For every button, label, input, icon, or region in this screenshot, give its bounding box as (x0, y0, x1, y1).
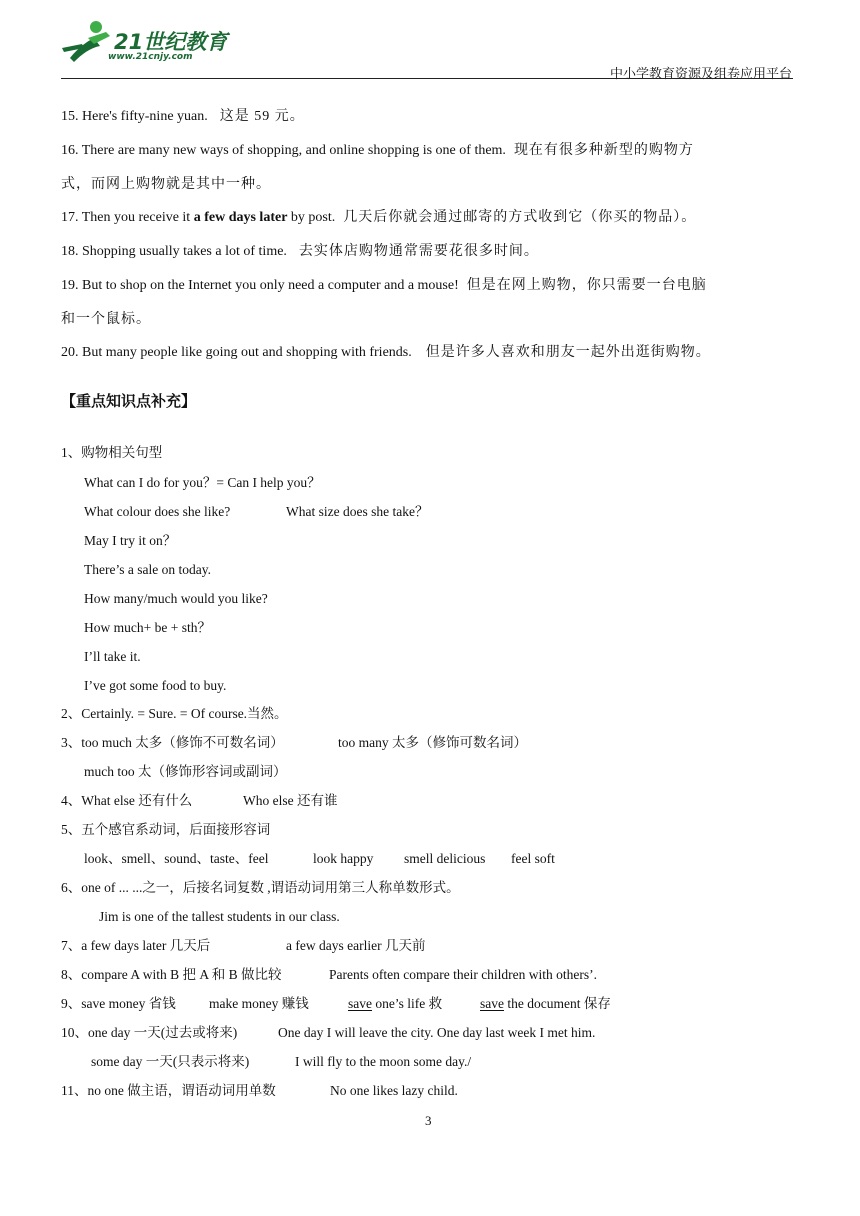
sentence-15: 15. Here's fifty-nine yuan. 这是 59 元。 (61, 109, 305, 124)
point-11-line: No one likes lazy child. (330, 1083, 458, 1098)
point-1-line: What can I do for you？= Can I help you？ (84, 475, 321, 490)
point-1-line: There’s a sale on today. (84, 562, 211, 577)
header-divider (61, 78, 793, 79)
sentence-18: 18. Shopping usually takes a lot of time. 去实体店购物通常需要花很多时间。 (61, 244, 539, 259)
point-5-line: look happy (313, 851, 374, 866)
point-10: 10、one day 一天(过去或将来) (61, 1025, 238, 1040)
section-title: 【重点知识点补充】 (61, 392, 197, 410)
sentence-19: 19. But to shop on the Internet you only need a computer and a mouse! 但是在网上购物，你只需要一台电脑 (61, 278, 707, 293)
point-1-line: What size does she take？ (286, 504, 429, 519)
point-2: 2、Certainly. = Sure. = Of course.当然。 (61, 706, 288, 721)
point-9-line: save the document 保存 (480, 996, 611, 1011)
point-7: 7、a few days later 几天后 (61, 938, 211, 953)
point-9: 9、save money 省钱 (61, 996, 176, 1011)
point-1-line: How much+ be + sth？ (84, 620, 211, 635)
point-1-line: I’ll take it. (84, 649, 141, 664)
point-9-line: make money 赚钱 (209, 996, 309, 1011)
sentence-17: 17. Then you receive it a few days later by post. 几天后你就会通过邮寄的方式收到它（你买的物品）。 (61, 210, 697, 225)
point-5-line: feel soft (511, 851, 555, 866)
point-5-line: smell delicious (404, 851, 486, 866)
point-6-line: Jim is one of the tallest students in our class. (99, 909, 340, 924)
point-5: 5、五个感官系动词，后面接形容词 (61, 822, 271, 837)
point-1-line: How many/much would you like? (84, 591, 268, 606)
sentence-20: 20. But many people like going out and shopping with friends. 但是许多人喜欢和朋友一起外出逛街购物。 (61, 345, 711, 360)
point-3-line: too many 太多（修饰可数名词） (338, 735, 527, 750)
point-8-line: Parents often compare their children with others’. (329, 967, 598, 982)
point-1-line: May I try it on？ (84, 533, 177, 548)
point-3-line: much too 太（修饰形容词或副词） (84, 764, 287, 779)
point-5-line: look、smell、sound、taste、feel (84, 851, 269, 866)
point-6: 6、one of ... ...之一，后接名词复数 ,谓语动词用第三人称单数形式。 (61, 880, 460, 895)
logo-text: 21世纪教育 (114, 30, 228, 54)
point-3: 3、too much 太多（修饰不可数名词） (61, 735, 284, 750)
point-11: 11、no one 做主语，谓语动词用单数 (61, 1083, 276, 1098)
point-9-line: save one’s life 救 (348, 996, 443, 1011)
sentence-19-cont: 和一个鼠标。 (61, 312, 151, 327)
point-1: 1、购物相关句型 (61, 445, 163, 460)
logo (60, 18, 230, 66)
sentence-16-cont: 式，而网上购物就是其中一种。 (61, 177, 271, 192)
point-4-line: Who else 还有谁 (243, 793, 338, 808)
point-10-line: One day I will leave the city. One day last week I met him. (278, 1025, 596, 1040)
point-10-line: some day 一天(只表示将来) (91, 1054, 250, 1069)
logo-url: www.21cnjy.com (108, 52, 193, 62)
sentence-16: 16. There are many new ways of shopping, and online shopping is one of them. 现在有很多种新型的购物方 (61, 143, 694, 158)
platform-name: 中小学教育资源及组卷应用平台 (609, 66, 792, 81)
point-1-line: What colour does she like? (84, 504, 231, 519)
point-4: 4、What else 还有什么 (61, 793, 193, 808)
page-number: 3 (425, 1113, 432, 1128)
point-10-line: I will fly to the moon some day./ (295, 1054, 472, 1069)
point-8: 8、compare A with B 把 A 和 B 做比较 (61, 967, 282, 982)
point-7-line: a few days earlier 几天前 (286, 938, 426, 953)
point-1-line: I’ve got some food to buy. (84, 678, 227, 693)
